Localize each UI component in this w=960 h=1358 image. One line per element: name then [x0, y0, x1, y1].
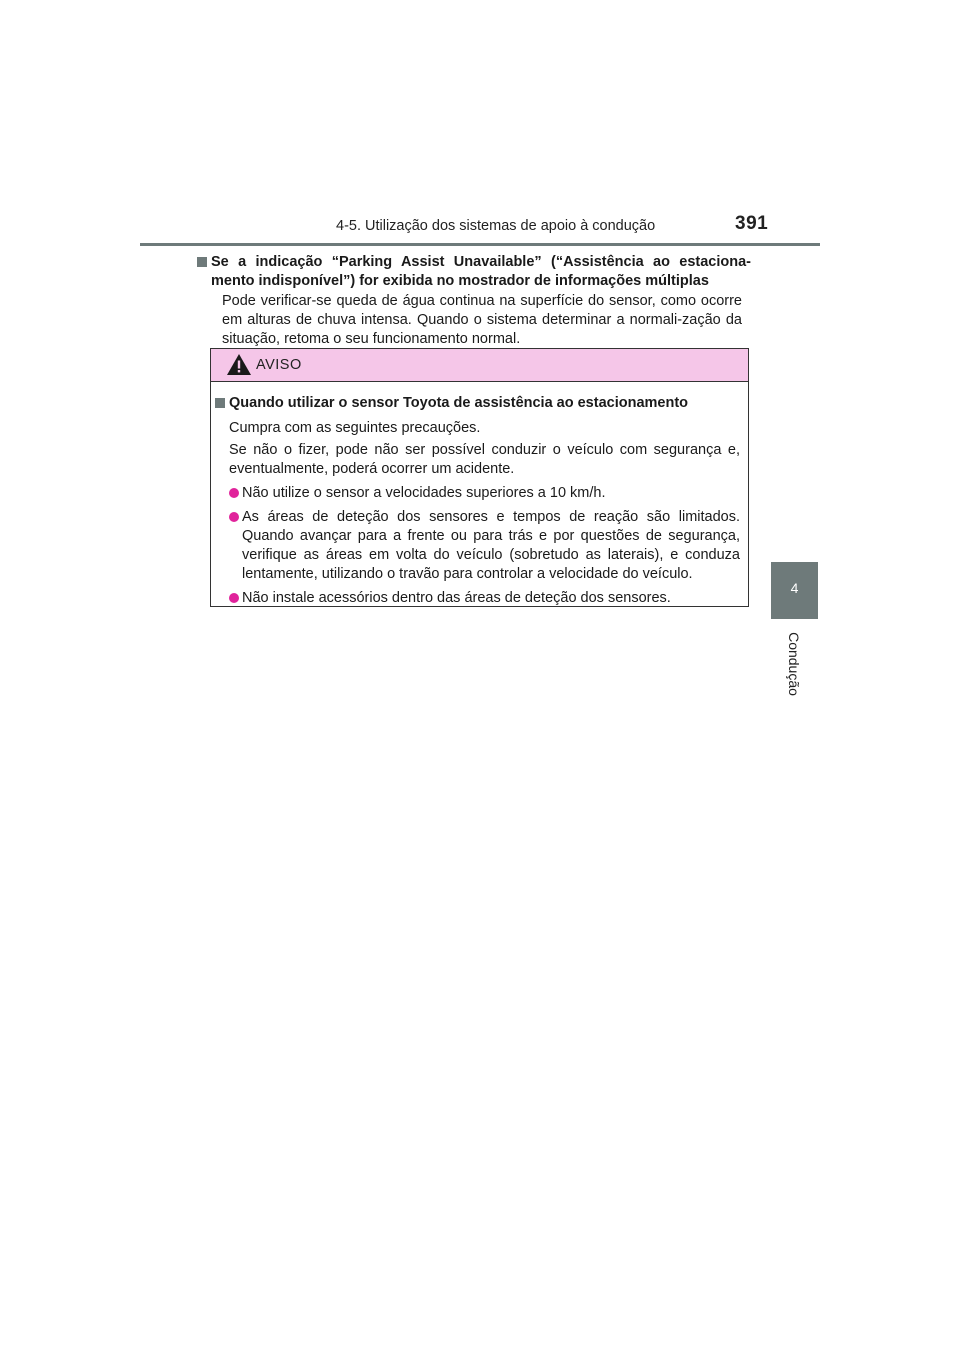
list-item-text: Não instale acessórios dentro das áreas de deteção dos sensores. — [242, 590, 671, 606]
warning-paragraph: Cumpra com as seguintes precauções. — [229, 420, 481, 436]
page-number: 391 — [735, 213, 769, 234]
warning-header — [211, 349, 748, 382]
warning-box — [210, 348, 749, 607]
section-body: Pode verificar-se queda de água continua na superfície do sensor, como ocorre em alturas de chuva intensa. Quando o sistema determinar a normali-zação da situação, retoma o seu funcionamento normal. — [222, 293, 742, 347]
list-item — [229, 484, 740, 503]
warning-triangle-icon — [226, 353, 252, 376]
round-bullet-icon — [229, 488, 239, 498]
running-header: 4-5. Utilização dos sistemas de apoio à condução — [336, 218, 656, 234]
header-rule — [140, 243, 820, 246]
square-bullet-icon — [197, 257, 207, 267]
warning-heading — [229, 394, 740, 413]
round-bullet-icon — [229, 593, 239, 603]
list-item-text: As áreas de deteção dos sensores e tempos de reação são limitados. Quando avançar para a frente ou para trás e por questões de segurança, verifique as áreas em volta do veículo (sobretudo as laterais), e conduza lentamente, utilizando o travão para controlar a velocidade do veículo. — [242, 509, 740, 582]
chapter-number: 4 — [790, 580, 799, 596]
list-item — [229, 508, 740, 584]
round-bullet-icon — [229, 512, 239, 522]
warning-title: AVISO — [256, 357, 302, 373]
list-item-text: Não utilize o sensor a velocidades superiores a 10 km/h. — [242, 485, 606, 501]
square-bullet-icon — [215, 398, 225, 408]
chapter-tab — [771, 562, 818, 619]
warning-paragraph: Se não o fizer, pode não ser possível conduzir o veículo com segurança e, eventualmente, poderá ocorrer um acidente. — [229, 442, 740, 477]
warning-body — [211, 382, 748, 608]
warning-bullet-list — [229, 484, 740, 608]
chapter-label: Condução — [786, 632, 802, 696]
section-heading — [211, 253, 751, 291]
list-item — [229, 589, 740, 608]
section-heading-text: Se a indicação “Parking Assist Unavailable” (“Assistência ao estaciona-mento indisponível”) for exibida no mostrador de informações múltiplas — [211, 254, 751, 289]
warning-heading-text: Quando utilizar o sensor Toyota de assistência ao estacionamento — [229, 395, 689, 411]
